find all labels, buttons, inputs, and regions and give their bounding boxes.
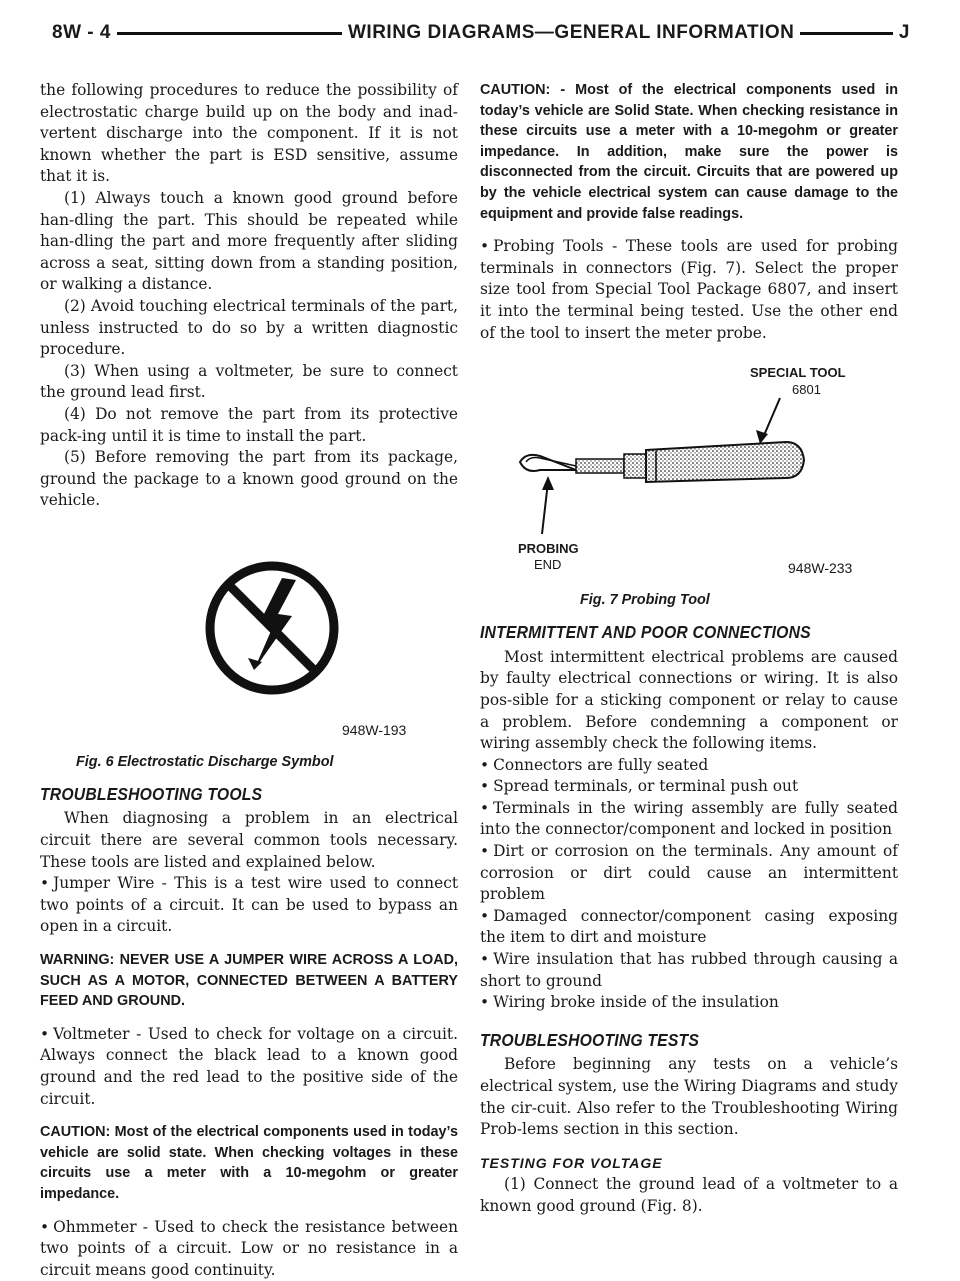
voltmeter-item xyxy=(40,1024,458,1110)
intermittent-heading: INTERMITTENT AND POOR CONNECTIONS xyxy=(480,622,811,643)
tools-intro: When diagnosing a problem in an electrical circuit there are several common tools necessary. These tools are listed and explained below. xyxy=(40,809,458,871)
page-number: 8W - 4 xyxy=(52,22,117,44)
check-item-2 xyxy=(480,776,898,798)
jumper-wire-text: Jumper Wire - This is a test wire used to connect two points of a circuit. It can be used to bypass an open in a circuit. xyxy=(40,874,458,936)
bullet-icon: • xyxy=(40,1217,50,1236)
check-item-4 xyxy=(480,841,898,906)
resistance-caution: CAUTION: - Most of the electrical components used in today’s vehicle are Solid State. When checking resistance in these circuits use a meter with a 10-megohm or greater impedance. In addition, make sure the power is disconnected from the circuit. Circuits that are powered up by the vehicle electrical system can cause damage to the equipment and provide false readings. xyxy=(480,82,898,222)
voltmeter-text: Voltmeter - Used to check for voltage on a circuit. Always connect the black lead to a known good ground and the red lead to the positive side of the circuit. xyxy=(40,1024,458,1108)
bullet-icon: • xyxy=(480,993,490,1012)
voltmeter-caution: CAUTION: Most of the electrical components used in today’s vehicle are solid state. When checking voltages in these circuits use a meter with a 10-megohm or greater impedance. xyxy=(40,1124,458,1202)
voltage-step-1: (1) Connect the ground lead of a voltmeter to a known good ground (Fig. 8). xyxy=(480,1175,898,1215)
check-item-7 xyxy=(480,992,898,1014)
check-item-1 xyxy=(480,755,898,777)
fig7-caption: Fig. 7 Probing Tool xyxy=(580,592,710,609)
check-item-text: Connectors are fully seated xyxy=(493,755,709,774)
bullet-icon: • xyxy=(40,874,50,893)
bullet-icon: • xyxy=(480,237,490,256)
esd-step-4: (4) Do not remove the part from its protective pack-ing until it is time to install the part. xyxy=(40,404,458,445)
fig6-caption: Fig. 6 Electrostatic Discharge Symbol xyxy=(76,753,334,770)
intermittent-intro: Most intermittent electrical problems are caused by faulty electrical connections or wiring. It is also pos-sible for a sticking component or relay to cause a problem. Before condemning a component or wiring assembly check the following items. xyxy=(480,647,898,753)
bullet-icon: • xyxy=(40,1024,50,1043)
probing-tool-icon xyxy=(480,358,898,568)
esd-step-2: (2) Avoid touching electrical terminals of the part, unless instructed to do so by a written diagnostic procedure. xyxy=(40,296,458,359)
left-column xyxy=(40,80,458,1281)
jumper-warning: WARNING: NEVER USE A JUMPER WIRE ACROSS A LOAD, SUCH AS A MOTOR, CONNECTED BETWEEN A BATTERY FEED AND GROUND. xyxy=(40,952,458,1010)
tests-intro: Before beginning any tests on a vehicle’s electrical system, use the Wiring Diagrams and study the cir-cuit. Also refer to the Troubleshooting Wiring Prob-lems section in this section. xyxy=(480,1055,898,1139)
esd-step-1: (1) Always touch a known good ground before han-dling the part. This should be repeated while han-dling the part and more frequently after sliding across a seat, sitting down from a standing position, or walking a distance. xyxy=(40,188,458,294)
special-tool-number: 6801 xyxy=(792,382,821,398)
bullet-icon: • xyxy=(480,798,490,817)
check-item-text: Spread terminals, or terminal push out xyxy=(493,777,799,796)
fig6-figure xyxy=(40,558,458,774)
bullet-icon: • xyxy=(480,755,490,774)
check-item-text: Wiring broke inside of the insulation xyxy=(493,993,779,1012)
fig7-code: 948W-233 xyxy=(788,560,853,577)
check-item-5 xyxy=(480,906,898,949)
troubleshooting-tests-heading: TROUBLESHOOTING TESTS xyxy=(480,1029,700,1050)
bullet-icon: • xyxy=(480,950,490,969)
troubleshooting-tools-heading: TROUBLESHOOTING TOOLS xyxy=(40,783,263,804)
probing-label: PROBING xyxy=(518,541,579,557)
check-item-text: Damaged connector/component casing exposing the item to dirt and moisture xyxy=(480,906,898,947)
ohmmeter-item xyxy=(40,1217,458,1281)
special-tool-label: SPECIAL TOOL xyxy=(750,365,846,381)
bullet-icon: • xyxy=(480,842,490,861)
bullet-icon: • xyxy=(480,777,490,796)
check-item-text: Terminals in the wiring assembly are fully seated into the connector/component and locked in position xyxy=(480,798,898,839)
esd-step-3: (3) When using a voltmeter, be sure to connect the ground lead first. xyxy=(40,361,458,402)
bullet-icon: • xyxy=(480,906,490,925)
probing-tools-text: Probing Tools - These tools are used for probing terminals in connectors (Fig. 7). Select the proper size tool from Special Tool Package 6807, and insert it into the terminal being tested. Use the other end of the tool to insert the meter probe. xyxy=(480,237,898,342)
testing-voltage-subheading: TESTING FOR VOLTAGE xyxy=(480,1154,663,1171)
probing-end-label: END xyxy=(534,557,562,573)
page-header xyxy=(52,16,910,50)
check-item-3 xyxy=(480,798,898,841)
jumper-wire-item xyxy=(40,873,458,938)
section-title: WIRING DIAGRAMS—GENERAL INFORMATION xyxy=(342,22,800,44)
esd-symbol-icon xyxy=(202,558,342,698)
fig6-code: 948W-193 xyxy=(342,721,407,738)
ohmmeter-text: Ohmmeter - Used to check the resistance between two points of a circuit. Low or no resistance in a circuit means good continuity. xyxy=(40,1217,458,1279)
esd-intro: the following procedures to reduce the possibility of electrostatic charge build up on the body and inad-vertent discharge into the component. If it is not known whether the part is ESD sensitive, assume that it is. xyxy=(40,81,458,186)
probing-tools-item xyxy=(480,236,898,344)
vehicle-code: J xyxy=(893,22,910,44)
esd-step-5: (5) Before removing the part from its package, ground the package to a known good ground on the vehicle. xyxy=(40,448,458,510)
check-item-text: Dirt or corrosion on the terminals. Any amount of corrosion or dirt could cause an intermittent problem xyxy=(480,842,898,904)
fig7-figure xyxy=(480,358,898,612)
check-item-6 xyxy=(480,949,898,992)
check-item-text: Wire insulation that has rubbed through causing a short to ground xyxy=(480,950,898,990)
right-column xyxy=(480,80,898,1218)
